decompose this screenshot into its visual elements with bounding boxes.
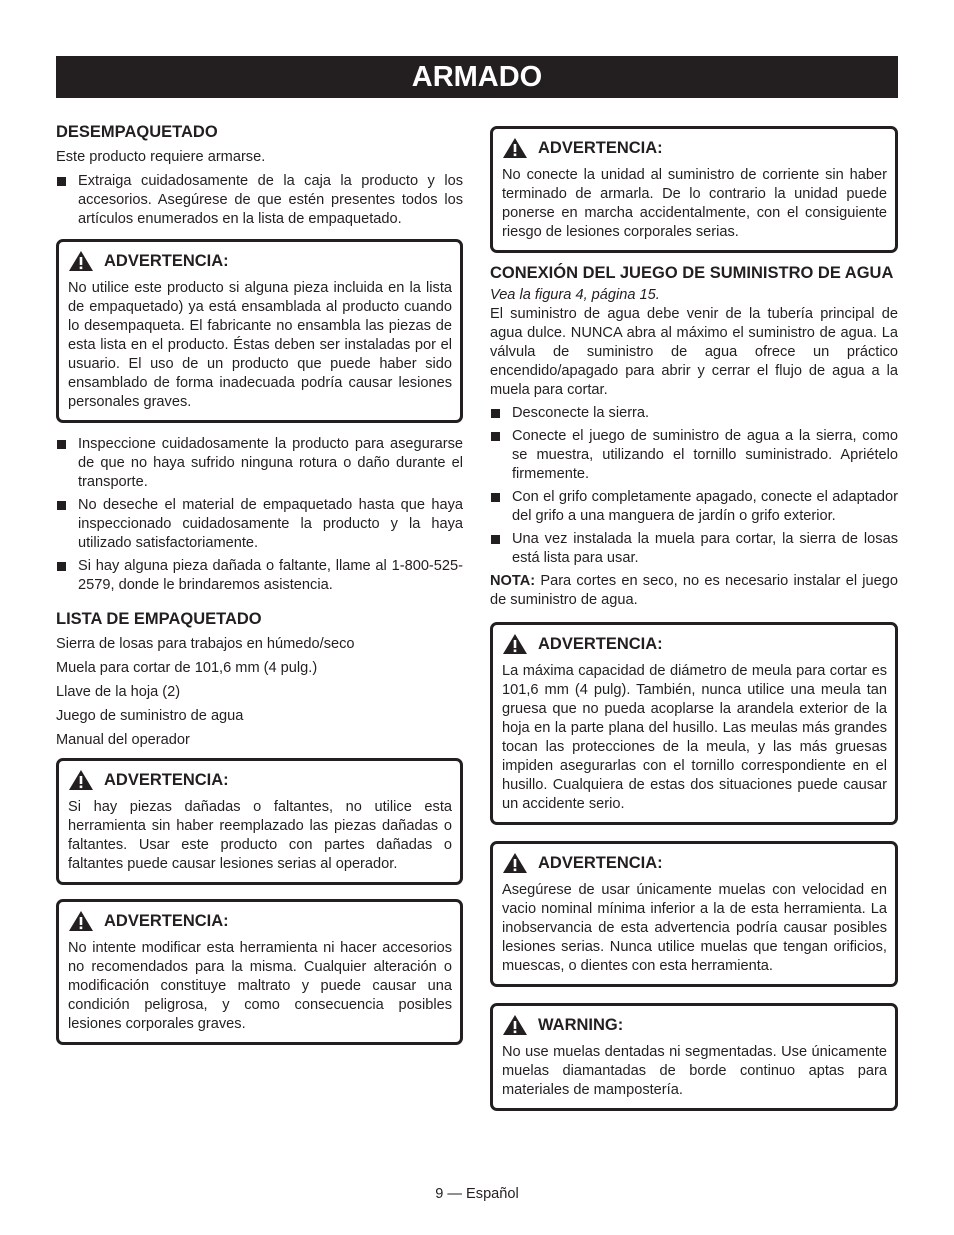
- bullet-item: Conecte el juego de suministro de agua a la sierra, como se muestra, utilizando el tornillo suministrado. Apriételo firmemente.: [490, 427, 898, 484]
- bullet-item: Si hay alguna pieza dañada o faltante, llame al 1-800-525-2579, donde le brindaremos asistencia.: [56, 557, 463, 595]
- warning-title: WARNING:: [538, 1015, 624, 1034]
- warning-box: [490, 841, 898, 987]
- warning-title: ADVERTENCIA:: [104, 770, 229, 789]
- warning-text: Asegúrese de usar únicamente muelas con velocidad en vacio nominal mínima inferior a la de esta herramienta. La inobservancia de esta advertencia podría causar posibles lesiones serias. Nunca utilice muelas que tengan orificios, muescas, o dientes con esta herramienta.: [502, 882, 887, 974]
- warning-text: Si hay piezas dañadas o faltantes, no utilice esta herramienta sin haber reemplazado las piezas dañadas o faltantes. Usar este producto con partes dañadas o faltantes puede causar lesiones serias al operador.: [68, 799, 452, 872]
- section-heading-water: CONEXIÓN DEL JUEGO DE SUMINISTRO DE AGUA: [490, 264, 894, 282]
- warning-box: [56, 899, 463, 1045]
- unpack-intro: Este producto requiere armarse.: [56, 149, 266, 165]
- bullet-item: Con el grifo completamente apagado, conecte el adaptador del grifo a una manguera de jardín o grifo exterior.: [490, 488, 898, 526]
- warning-text: No use muelas dentadas ni segmentadas. Use únicamente muelas diamantadas de borde continuo aptas para materiales de mampostería.: [502, 1044, 887, 1098]
- note-text: Para cortes en seco, no es necesario instalar el juego de suministro de agua.: [490, 573, 898, 608]
- section-heading-packing: LISTA DE EMPAQUETADO: [56, 610, 262, 628]
- list-item: Juego de suministro de agua: [56, 708, 244, 724]
- warning-title: ADVERTENCIA:: [538, 138, 663, 157]
- list-item: Manual del operador: [56, 732, 190, 748]
- warning-title: ADVERTENCIA:: [104, 911, 229, 930]
- bullet-item: Extraiga cuidadosamente de la caja la producto y los accesorios. Asegúrese de que estén presentes todos los artículos enumerados en la lista de empaquetado.: [56, 172, 463, 229]
- warning-triangle-icon: [502, 852, 528, 874]
- bullet-item: Desconecte la sierra.: [490, 404, 898, 423]
- right-column: [490, 126, 898, 1111]
- page-number: 9 — Español: [435, 1186, 519, 1202]
- warning-triangle-icon: [502, 1014, 528, 1036]
- warning-triangle-icon: [68, 910, 94, 932]
- inspect-bullets: [56, 435, 463, 595]
- warning-box: [56, 758, 463, 885]
- warning-triangle-icon: [502, 633, 528, 655]
- section-heading-unpack: DESEMPAQUETADO: [56, 123, 218, 141]
- warning-title: ADVERTENCIA:: [104, 251, 229, 270]
- list-item: Sierra de losas para trabajos en húmedo/seco: [56, 636, 355, 652]
- bullet-item: Inspeccione cuidadosamente la producto para asegurarse de que no haya sufrido ninguna rotura o daño durante el transporte.: [56, 435, 463, 492]
- unpack-bullets: [56, 172, 463, 229]
- warning-box: [490, 126, 898, 253]
- warning-text: No conecte la unidad al suministro de corriente sin haber terminado de armarla. De lo contrario la unidad puede ponerse en marcha accidentalmente, con el consiguiente riesgo de lesiones corporales serias.: [502, 167, 887, 240]
- warning-text: La máxima capacidad de diámetro de meula para cortar es 101,6 mm (4 pulg). También, nunca utilice una meula tan gruesa que no pueda acoplarse la arandela exterior de la hoja en la parte plana del husillo. Las meulas más grandes tocan las protecciones de la meula, y las más gruesas impiden asegurarlas con el tornillo correspondiente en el husillo. Cualquiera de estas dos situaciones puede causar un accidente serio.: [502, 663, 887, 812]
- left-column: [56, 122, 463, 1045]
- figure-reference: Vea la figura 4, página 15.: [490, 287, 660, 303]
- warning-triangle-icon: [68, 769, 94, 791]
- warning-text: No intente modificar esta herramienta ni hacer accesorios no recomendados para la misma. Cualquier alteración o modificación constituye maltrato y puede causar una condición peligrosa, y como consecuencia posibles lesiones corporales graves.: [68, 940, 452, 1032]
- list-item: Muela para cortar de 101,6 mm (4 pulg.): [56, 660, 318, 676]
- warning-title: ADVERTENCIA:: [538, 634, 663, 653]
- water-bullets: [490, 404, 898, 568]
- page-title-banner: ARMADO: [56, 56, 898, 98]
- warning-text: No utilice este producto si alguna pieza incluida en la lista de empaquetado) ya está ensamblada al producto cuando lo desempaqueta. El fabricante no ensambla las piezas de esta lista en el producto. Éstas deben ser instaladas por el usuario. El uso de un producto que puede haber sido ensamblado de forma inadecuada podría causar lesiones personales graves.: [68, 280, 452, 410]
- warning-triangle-icon: [502, 137, 528, 159]
- list-item: Llave de la hoja (2): [56, 684, 181, 700]
- warning-box: [56, 239, 463, 423]
- water-paragraph: El suministro de agua debe venir de la tubería principal de agua dulce. NUNCA abra al máximo el suministro de agua. La válvula de suministro de agua ofrece un práctico encendido/apagado para abrir y cerrar el flujo de agua a la muela para cortar.: [490, 306, 898, 398]
- warning-triangle-icon: [68, 250, 94, 272]
- note-label: NOTA:: [490, 573, 536, 589]
- warning-title: ADVERTENCIA:: [538, 853, 663, 872]
- note: [490, 572, 898, 610]
- bullet-item: No deseche el material de empaquetado hasta que haya inspeccionado cuidadosamente la producto y la haya utilizado satisfactoriamente.: [56, 496, 463, 553]
- warning-box: [490, 1003, 898, 1111]
- warning-box: [490, 622, 898, 825]
- bullet-item: Una vez instalada la muela para cortar, la sierra de losas está lista para usar.: [490, 530, 898, 568]
- packing-list: [56, 635, 463, 750]
